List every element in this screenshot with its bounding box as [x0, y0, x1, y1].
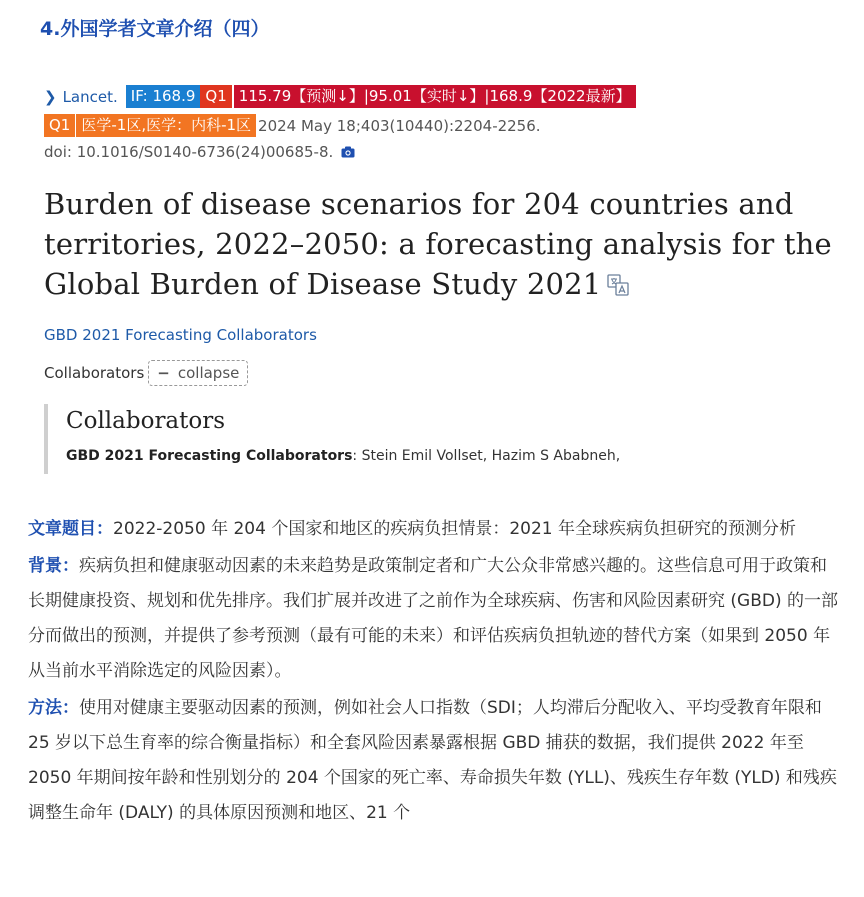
chinese-summary	[28, 512, 838, 833]
category-badge: 医学-1区,医学：内科-1区	[76, 114, 256, 137]
collaborators-label: Collaborators	[44, 364, 145, 382]
minus-icon: −	[157, 364, 170, 382]
collaborators-names	[66, 448, 744, 464]
article-title	[44, 184, 834, 304]
collaborators-group: GBD 2021 Forecasting Collaborators	[66, 448, 353, 464]
collaborators-heading: Collaborators	[66, 408, 226, 434]
summary-background-label: 背景：	[28, 556, 79, 576]
title-text: Burden of disease scenarios for 204 countries and territories, 2022–2050: a forecasting analysis for the Global Burden of Disease Study 2021	[44, 187, 832, 301]
collaborators-block	[44, 404, 744, 474]
impact-factor-badge: IF: 168.9	[126, 85, 201, 108]
quartile-badge: Q1	[200, 85, 231, 108]
collaborators-toggle-row	[44, 360, 248, 386]
article-meta	[44, 84, 636, 164]
summary-background-text: 疾病负担和健康驱动因素的未来趋势是政策制定者和广大公众非常感兴趣的。这些信息可用于政策和长期健康投资、规划和优先排序。我们扩展并改进了之前作为全球疾病、伤害和风险因素研究 (GBD) 的一部分而做出的预测，并提供了参考预测（最有可能的未来）和评估疾病负担轨迹的替代方案（如果到 2050 年从当前水平消除选定的风险因素）。	[28, 556, 838, 681]
summary-title-label: 文章题目：	[28, 519, 113, 539]
summary-methods-label: 方法：	[28, 698, 79, 718]
summary-methods-paragraph	[28, 691, 838, 831]
quartile-badge-2: Q1	[44, 114, 75, 137]
doi-text: doi: 10.1016/S0140-6736(24)00685-8.	[44, 142, 334, 161]
summary-background-paragraph	[28, 549, 838, 689]
collapse-button[interactable]	[148, 360, 248, 386]
summary-methods-text: 使用对健康主要驱动因素的预测，例如社会人口指数（SDI；人均滞后分配收入、平均受教育年限和 25 岁以下总生育率的综合衡量指标）和全套风险因素暴露根据 GBD 捕获的数据，我们提供 2022 年至 2050 年期间按年龄和性别划分的 204 个国家的死亡率、寿命损失年数 (YLL)、残疾生存年数 (YLD) 和残疾调整生命年 (DALY) 的具体原因预测和地区、21 个	[28, 698, 837, 823]
translate-icon[interactable]	[601, 267, 629, 301]
authors-link[interactable]: GBD 2021 Forecasting Collaborators	[44, 326, 317, 344]
collapse-label: collapse	[177, 364, 240, 382]
journal-link[interactable]: Lancet.	[62, 87, 118, 106]
section-heading: 4.外国学者文章介绍（四）	[40, 18, 270, 40]
summary-title-text: 2022-2050 年 204 个国家和地区的疾病负担情景：2021 年全球疾病负担研究的预测分析	[113, 519, 796, 539]
camera-icon[interactable]	[333, 143, 355, 161]
summary-title-paragraph	[28, 512, 838, 547]
prediction-badge: 115.79【预测↓】|95.01【实时↓】|168.9【2022最新】	[234, 85, 636, 108]
chevron-right-icon[interactable]: ❯	[44, 87, 57, 106]
collaborators-list: : Stein Emil Vollset, Hazim S Ababneh,	[352, 448, 621, 464]
citation-text: 2024 May 18;403(10440):2204-2256.	[258, 116, 541, 135]
